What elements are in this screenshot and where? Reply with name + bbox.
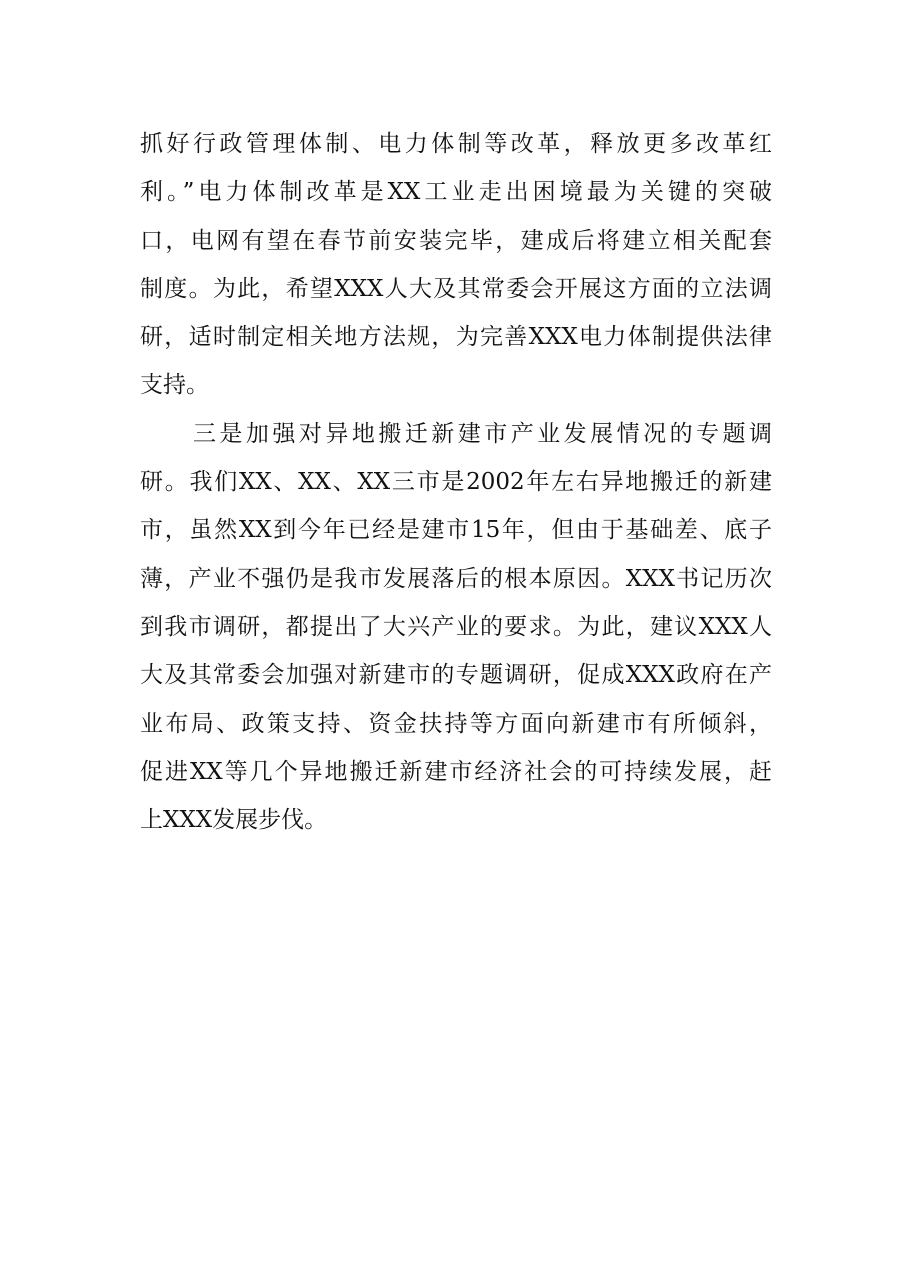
text-line: 大及其常委会加强对新建市的专题调研，促成XXX政府在产	[140, 662, 772, 689]
text-line: 市，虽然XX到今年已经是建市15年，但由于基础差、底子	[140, 517, 772, 544]
text-line: 三是加强对异地搬迁新建市产业发展情况的专题调	[140, 420, 772, 447]
paragraph-new-city-industry	[140, 410, 772, 845]
text-line: 研。我们XX、XX、XX三市是2002年左右异地搬迁的新建	[140, 469, 772, 496]
text-line: 抓好行政管理体制、电力体制等改革，释放更多改革红	[140, 131, 772, 157]
text-line: 促进XX等几个异地搬迁新建市经济社会的可持续发展，赶	[140, 758, 772, 785]
text-line: 研，适时制定相关地方法规，为完善XXX电力体制提供法律	[140, 324, 772, 351]
text-line: 制度。为此，希望XXX人大及其常委会开展这方面的立法调	[140, 275, 772, 302]
text-line: 上XXX发展步伐。	[140, 807, 328, 834]
text-line: 口，电网有望在春节前安装完毕，建成后将建立相关配套	[140, 227, 772, 254]
text-line: 利。”电力体制改革是XX工业走出困境最为关键的突破	[140, 179, 772, 206]
text-line: 支持。	[140, 372, 209, 399]
paragraph-electric-reform	[140, 120, 772, 410]
document-body	[140, 120, 772, 844]
text-line: 业布局、政策支持、资金扶持等方面向新建市有所倾斜，	[140, 710, 772, 737]
text-line: 薄，产业不强仍是我市发展落后的根本原因。XXX书记历次	[140, 565, 772, 592]
text-line: 到我市调研，都提出了大兴产业的要求。为此，建议XXX人	[140, 613, 772, 640]
